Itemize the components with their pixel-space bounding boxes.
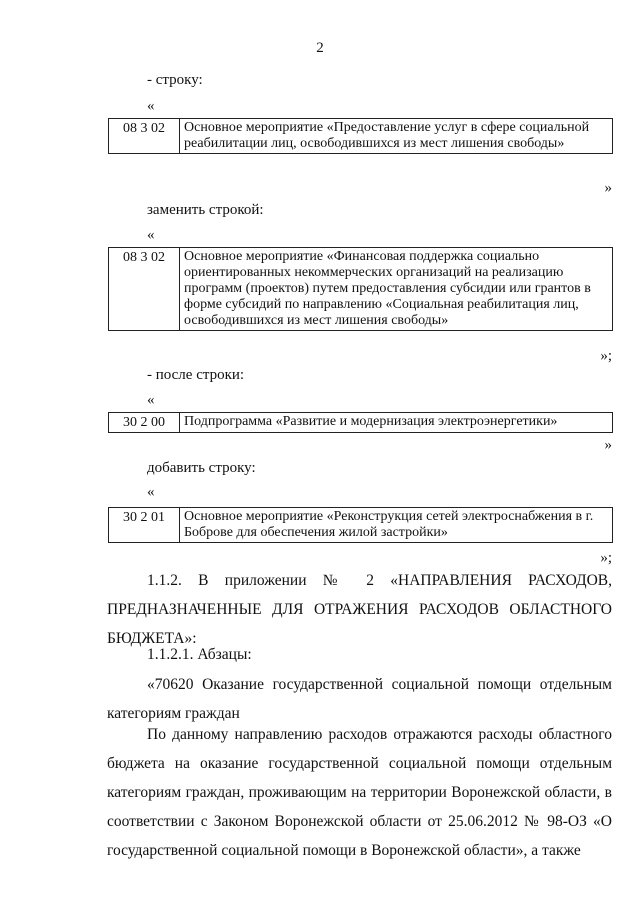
paragraph-1-1-2-1 (107, 640, 612, 669)
block3-table (108, 412, 613, 433)
block3-code: 30 2 00 (109, 413, 180, 433)
block3-open-quote: « (147, 392, 155, 408)
block3-text: Подпрограмма «Развитие и модернизация электроэнергетики» (180, 413, 613, 433)
block2-text: Основное мероприятие «Финансовая поддержка социально ориентированных некоммерческих организаций на реализацию программ (проектов) путем предоставления субсидии или грантов в форме субсидий по направлению «Социальная реабилитация лиц, освободившихся из мест лишения свободы» (180, 248, 613, 331)
paragraph-1-1-2-text: 1.1.2. В приложении № 2 «НАПРАВЛЕНИЯ РАСХОДОВ, ПРЕДНАЗНАЧЕННЫЕ ДЛЯ ОТРАЖЕНИЯ РАСХОДОВ ОБЛАСТНОГО БЮДЖЕТА»: (107, 572, 612, 647)
paragraph-70620-text: «70620 Оказание государственной социальной помощи отдельным категориям граждан (107, 676, 612, 722)
block3-intro: - после строки: (147, 367, 245, 383)
block2-close-quote: »; (600, 348, 612, 364)
block4-open-quote: « (147, 484, 155, 500)
paragraph-1-1-2-1-text: 1.1.2.1. Абзацы: (147, 646, 252, 663)
block1-code: 08 3 02 (109, 119, 180, 154)
block4-table (108, 507, 613, 543)
page-number: 2 (316, 40, 324, 56)
block3-close-quote: » (604, 437, 612, 453)
paragraph-description-text: По данному направлению расходов отражаются расходы областного бюджета на оказание государственной социальной помощи отдельным категориям граждан, проживающим на территории Воронежской области, в соответствии с Законом Воронежской области от 25.06.2012 № 98-ОЗ «О государственной социальной помощи в Воронежской области», а также (107, 726, 612, 859)
block1-intro: - строку: (147, 72, 203, 88)
block4-text: Основное мероприятие «Реконструкция сетей электроснабжения в г. Боброве для обеспечения жилой застройки» (180, 508, 613, 543)
block1-open-quote: « (147, 98, 155, 114)
block1-close-quote: » (604, 180, 612, 196)
block4-close-quote: »; (600, 550, 612, 566)
block1-table (108, 118, 613, 154)
block2-open-quote: « (147, 227, 155, 243)
block2-table (108, 247, 613, 331)
block4-intro: добавить строку: (147, 460, 256, 476)
block4-code: 30 2 01 (109, 508, 180, 543)
paragraph-description (107, 720, 612, 865)
block2-code: 08 3 02 (109, 248, 180, 331)
block2-intro: заменить строкой: (147, 202, 264, 218)
block1-text: Основное мероприятие «Предоставление услуг в сфере социальной реабилитации лиц, освободившихся из мест лишения свободы» (180, 119, 613, 154)
